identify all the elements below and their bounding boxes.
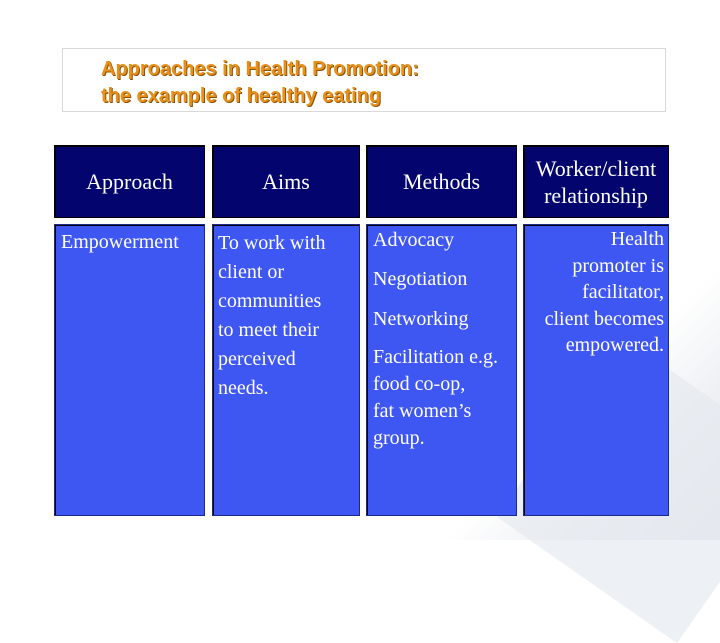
header-aims-label: Aims (262, 169, 310, 194)
header-relationship (523, 145, 669, 218)
method-item: Negotiation (373, 268, 468, 290)
cell-aims (212, 224, 360, 516)
header-methods-label: Methods (403, 169, 480, 194)
header-approach (54, 145, 205, 218)
approach-text: Empowerment (61, 231, 179, 253)
header-aims (212, 145, 360, 218)
header-methods (366, 145, 517, 218)
method-item: Facilitation e.g. food co-op, fat women’s group. (373, 346, 498, 449)
cell-approach (54, 224, 205, 516)
cell-relationship (523, 224, 669, 516)
relationship-text: Health promoter is facilitator, client becomes empowered. (544, 228, 664, 356)
header-approach-label: Approach (86, 169, 173, 194)
aims-text: To work with client or communities to meet their perceived needs. (218, 232, 326, 399)
slide-title-line-1: Approaches in Health Promotion: (101, 58, 419, 80)
title-box (62, 48, 666, 112)
cell-methods (366, 224, 517, 516)
method-item: Advocacy (373, 229, 455, 251)
slide-title-line-2: the example of healthy eating (101, 85, 382, 107)
method-item: Networking (373, 308, 469, 330)
header-relationship-label: Worker/client relationship (535, 155, 657, 208)
